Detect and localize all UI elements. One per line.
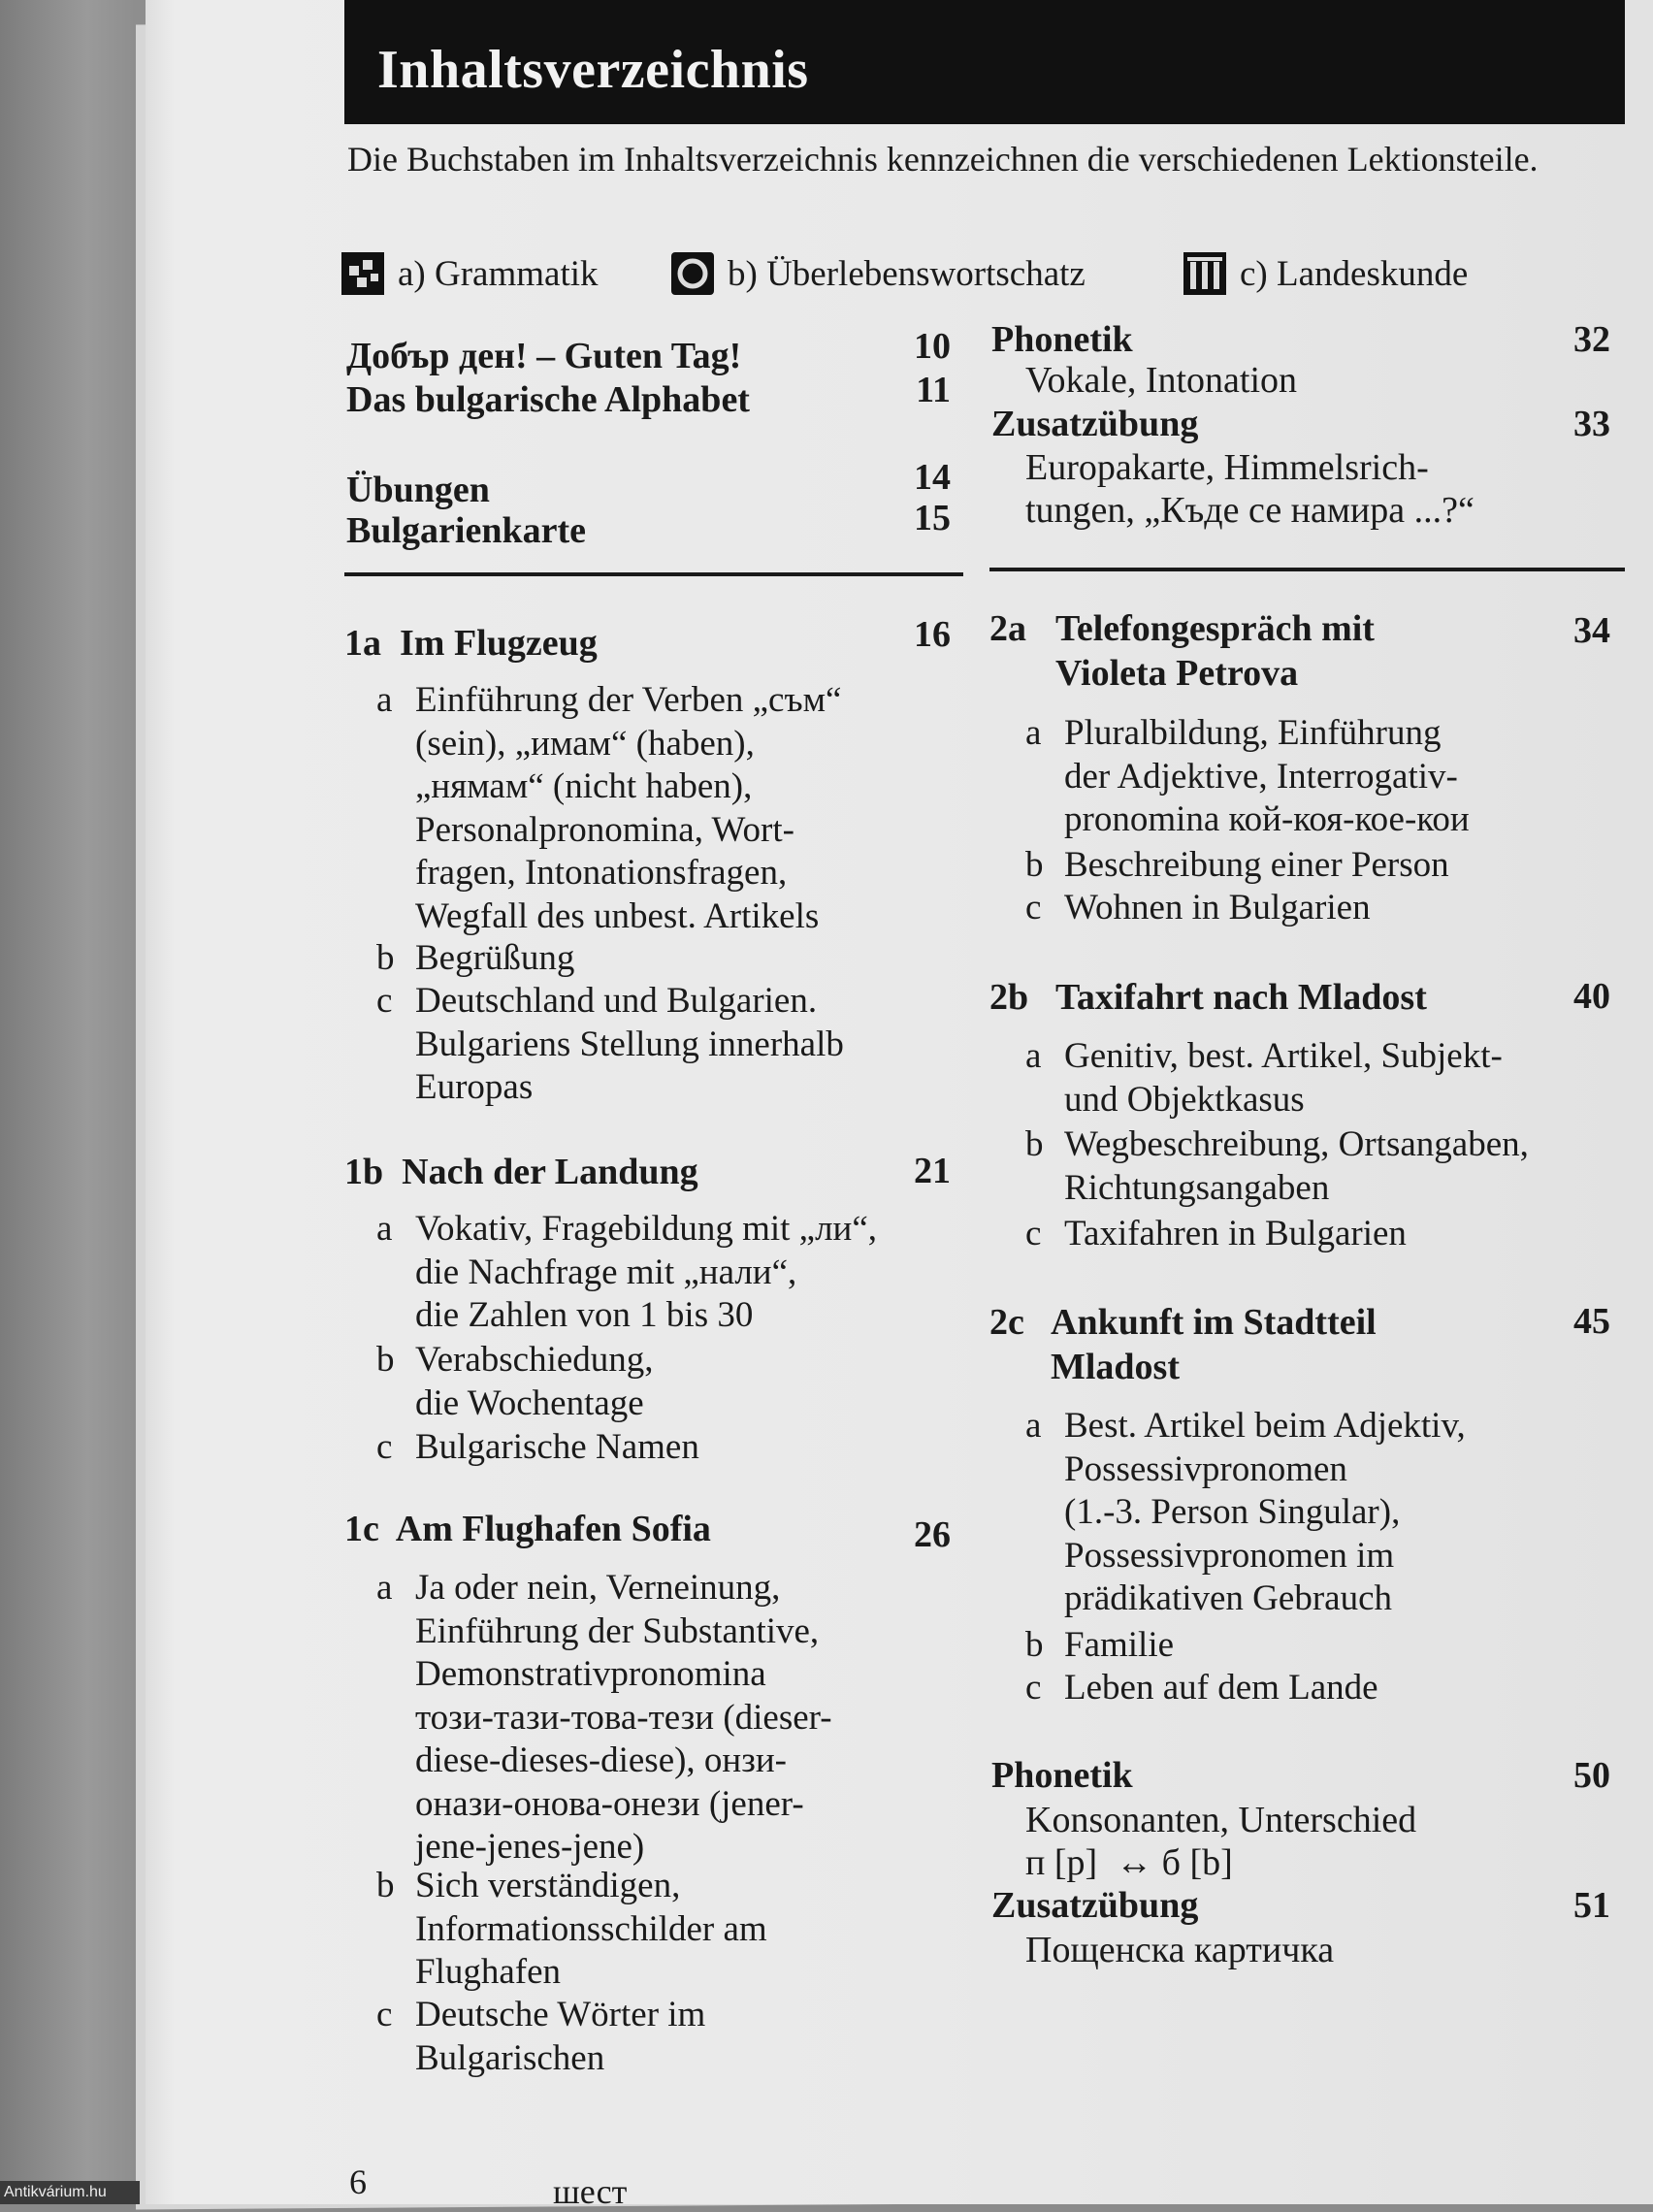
lesson-2b-name: Taxifahrt nach Mladost (1055, 977, 1427, 1018)
toc-entry-bulgarienkarte: Bulgarienkarte (346, 510, 586, 551)
item-text: Deutsche Wörter im Bulgarischen (415, 1995, 706, 2078)
item-text: Vokativ, Fragebildung mit „ли“, die Nachfrage mit „нали“, die Zahlen von 1 bis 30 (415, 1209, 878, 1335)
item-text: Best. Artikel beim Adjektiv, Possessivpronomen (1.-3. Person Singular), Possessivpronomen im prädikativen Gebrauch (1064, 1406, 1466, 1618)
toc-entry-phonetik-1: Phonetik (991, 319, 1133, 360)
columns-icon (1183, 252, 1226, 295)
lesson-2a-item-c (1025, 887, 1627, 930)
item-text: Begrüßung (415, 938, 575, 978)
lesson-2c-page: 45 (1573, 1301, 1610, 1342)
lesson-1c-name: Am Flughafen Sofia (395, 1509, 711, 1549)
toc-page-zusatz-1: 33 (1573, 404, 1610, 444)
page-number-word: шест (553, 2172, 628, 2211)
item-text: Genitiv, best. Artikel, Subjekt- und Objektkasus (1064, 1036, 1503, 1120)
toc-page-guten-tag: 10 (914, 326, 951, 367)
lesson-2c-item-a (1025, 1405, 1627, 1628)
lesson-1a-item-b (376, 937, 958, 981)
phonetik-2-contrast: п [p] ↔ б [b] (1025, 1842, 1233, 1883)
lesson-1b-page: 21 (914, 1151, 951, 1191)
item-text: Sich verständigen, Informationsschilder am Flughafen (415, 1866, 767, 1992)
toc-page-zusatz-2: 51 (1573, 1885, 1610, 1926)
toc-entry-phonetik-2: Phonetik (991, 1755, 1133, 1796)
toc-entry-zusatz-1: Zusatzübung (991, 404, 1199, 444)
lesson-1b-title (344, 1150, 956, 1194)
divider-right (989, 568, 1625, 571)
item-letter: b (1025, 845, 1044, 885)
toc-page-bulgarienkarte: 15 (914, 498, 951, 538)
lesson-2b-code: 2b (989, 977, 1029, 1018)
lesson-1c-item-a (376, 1567, 958, 1877)
item-letter: b (1025, 1124, 1044, 1164)
lesson-1c-code: 1c (344, 1509, 379, 1549)
legend (341, 252, 1622, 310)
lesson-2c-name: Ankunft im Stadtteil Mladost (1051, 1302, 1377, 1387)
lesson-1b-item-a (376, 1208, 978, 1344)
lesson-2c-item-b (1025, 1624, 1627, 1668)
lesson-1a-item-c (376, 980, 958, 1116)
item-letter: c (376, 1995, 393, 2034)
title-bar (344, 0, 1625, 124)
lesson-1b-name: Nach der Landung (402, 1152, 698, 1192)
item-text: Einführung der Verben „съм“ (sein), „имам“ (haben), „нямам“ (nicht haben), Personalpronomina, Wort- fragen, Intonationsfragen, Wegfall des unbest. Artikels (415, 680, 842, 936)
zusatz-1-desc: Europakarte, Himmelsrich- tungen, „Къде се намира ...?“ (1025, 447, 1475, 531)
item-letter: a (376, 680, 393, 720)
lesson-1b-code: 1b (344, 1152, 384, 1192)
item-text: Leben auf dem Lande (1064, 1668, 1378, 1708)
lesson-1c-page: 26 (914, 1514, 951, 1555)
item-text: Beschreibung einer Person (1064, 845, 1449, 885)
toc-page-phonetik-2: 50 (1573, 1755, 1610, 1796)
toc-page-phonetik-1: 32 (1573, 319, 1610, 360)
legend-grammar (341, 252, 599, 295)
lesson-2a-item-b (1025, 844, 1627, 888)
lesson-2a-name: Telefongespräch mit Violeta Petrova (1055, 608, 1375, 694)
item-letter: b (376, 938, 395, 978)
lesson-1c-title (344, 1507, 956, 1551)
lesson-1c-item-b (376, 1865, 958, 2001)
lesson-1c-item-c (376, 1994, 958, 2081)
lesson-2b-item-a (1025, 1035, 1627, 1122)
item-text: Deutschland und Bulgarien. Bulgariens Stellung innerhalb Europas (415, 981, 844, 1107)
lesson-2a-page: 34 (1573, 610, 1610, 651)
page-title: Inhaltsverzeichnis (377, 40, 809, 100)
legend-survival (671, 252, 1086, 295)
toc-entry-alphabet: Das bulgarische Alphabet (346, 379, 750, 420)
toc-page-uebungen: 14 (914, 457, 951, 498)
lesson-2a-code: 2a (989, 608, 1026, 649)
item-letter: c (1025, 888, 1042, 927)
toc-entry-uebungen: Übungen (346, 470, 490, 510)
legend-culture-label: c) Landeskunde (1240, 253, 1469, 294)
item-letter: b (376, 1340, 395, 1380)
item-letter: c (1025, 1668, 1042, 1708)
item-letter: c (376, 1427, 393, 1467)
item-text: Ja oder nein, Verneinung, Einführung der Substantive, Demonstrativpronomina този-тази-това-тези (dieser- diese-dieses-diese), онзи- онази-онова-онези (jener- jene-jenes-jene) (415, 1568, 832, 1867)
puzzle-icon (341, 252, 384, 295)
item-letter: a (1025, 1036, 1042, 1076)
toc-entry-guten-tag: Добър ден! – Guten Tag! (346, 336, 742, 376)
item-text: Verabschiedung, die Wochentage (415, 1340, 654, 1423)
item-letter: b (1025, 1625, 1044, 1665)
item-text: Taxifahren in Bulgarien (1064, 1214, 1407, 1253)
item-text: Bulgarische Namen (415, 1427, 699, 1467)
lesson-1a-title (344, 621, 956, 666)
item-text: Wegbeschreibung, Ortsangaben, Richtungsangaben (1064, 1124, 1529, 1208)
item-letter: a (376, 1209, 393, 1249)
lesson-2a-item-a (1025, 712, 1627, 848)
lesson-1b-item-c (376, 1426, 958, 1470)
lesson-1a-item-a (376, 679, 958, 941)
page-number: 6 (349, 2163, 367, 2201)
lesson-1a-name: Im Flugzeug (400, 623, 598, 664)
ring-icon (671, 252, 714, 295)
watermark: Antikvárium.hu (0, 2181, 140, 2204)
lesson-2c-item-c (1025, 1667, 1627, 1710)
intro-text: Die Buchstaben im Inhaltsverzeichnis kennzeichnen die verschiedenen Lektionsteile. (347, 140, 1539, 179)
item-letter: c (376, 981, 393, 1021)
legend-survival-label: b) Überlebenswortschatz (728, 253, 1086, 294)
zusatz-2-desc: Пощенска картичка (1025, 1930, 1335, 1970)
lesson-1a-page: 16 (914, 614, 951, 655)
toc-entry-zusatz-2: Zusatzübung (991, 1885, 1199, 1926)
item-letter: c (1025, 1214, 1042, 1253)
legend-grammar-label: a) Grammatik (398, 253, 599, 294)
lesson-1a-code: 1a (344, 623, 381, 664)
item-text: Familie (1064, 1625, 1175, 1665)
item-text: Pluralbildung, Einführung der Adjektive, Interrogativ- pronomina кой-коя-кое-кои (1064, 713, 1470, 839)
item-text: Wohnen in Bulgarien (1064, 888, 1371, 927)
lesson-2c-code: 2c (989, 1302, 1024, 1343)
lesson-2b-item-b (1025, 1123, 1627, 1211)
item-letter: b (376, 1866, 395, 1905)
item-letter: a (376, 1568, 393, 1608)
lesson-1b-item-b (376, 1339, 958, 1426)
phonetik-2-desc: Konsonanten, Unterschied (1025, 1800, 1417, 1840)
legend-culture (1183, 252, 1468, 295)
divider-left (344, 572, 963, 576)
lesson-2b-page: 40 (1573, 976, 1610, 1017)
phonetik-1-desc: Vokale, Intonation (1025, 360, 1298, 401)
toc-page-alphabet: 11 (916, 370, 951, 410)
lesson-2b-item-c (1025, 1213, 1627, 1256)
item-letter: a (1025, 713, 1042, 753)
item-letter: a (1025, 1406, 1042, 1446)
